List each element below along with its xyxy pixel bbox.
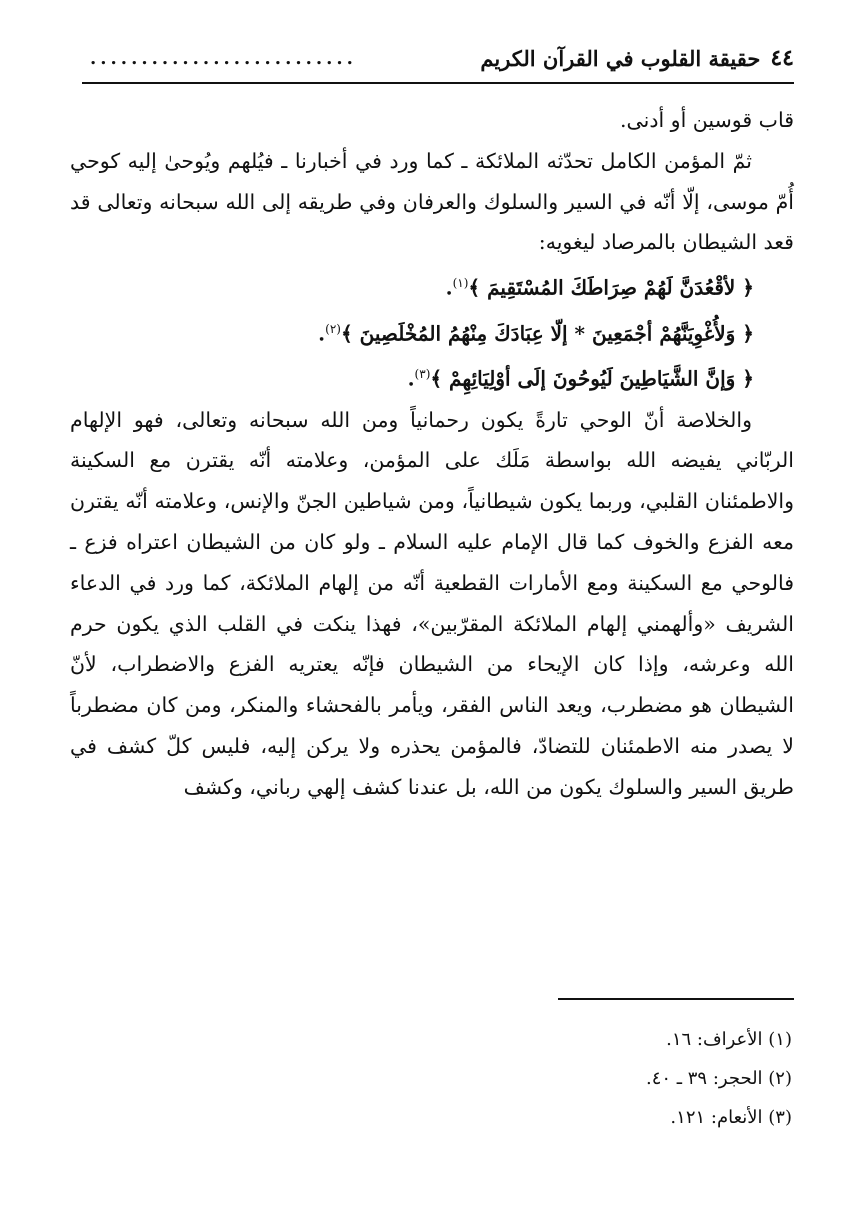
verse-1-text: ﴿ لأقْعُدَنَّ لَهُمْ صِرَاطَكَ المُسْتَقِيمَ ﴾ — [468, 275, 754, 300]
footnote-rule — [558, 998, 794, 1000]
footnote-2: (٢) الحجر: ٣٩ ـ ٤٠. — [645, 1068, 792, 1089]
running-header — [82, 38, 794, 78]
header-rule — [82, 82, 794, 84]
header-dot-leader: .......................... — [90, 47, 357, 69]
page-number: ٤٤ — [770, 45, 794, 71]
footnote-3: (٣) الأنعام: ١٢١. — [670, 1107, 792, 1128]
verse-3-text: ﴿ وَإنَّ الشَّيَاطِينَ لَيُوحُونَ إلَى أوْلِيَائِهِمْ ﴾ — [430, 366, 754, 391]
running-title: حقيقة القلوب في القرآن الكريم — [480, 45, 761, 71]
footnotes — [646, 1020, 792, 1137]
quran-verse-2: ﴿ وَلأُغْوِيَنَّهُمْ أجْمَعِينَ * إلّا عِبَادَكَ مِنْهُمُ المُخْلَصِينَ ﴾$^{(٢)}$. — [318, 321, 754, 346]
main-text — [70, 100, 794, 808]
quran-verse-1: ﴿ لأقْعُدَنَّ لَهُمْ صِرَاطَكَ المُسْتَقِيمَ ﴾$^{(١)}$. — [445, 275, 754, 300]
quran-verse-3: ﴿ وَإنَّ الشَّيَاطِينَ لَيُوحُونَ إلَى أوْلِيَائِهِمْ ﴾$^{(٣)}$. — [407, 366, 754, 391]
footnote-1: (١) الأعراف: ١٦. — [666, 1029, 792, 1050]
footnote-ref-3: (٣) — [414, 367, 431, 382]
paragraph-3: والخلاصة أنّ الوحي تارةً يكون رحمانياً ومن الله سبحانه وتعالى، فهو الإلهام الربّاني يفيضه الله بواسطة مَلَك على المؤمن، وعلامته أنّه يقترن مع السكينة والاطمئنان القلبي، وربما يكون شيطانياً، ومن شياطين الجنّ والإنس، وعلامته أنّه يقترن معه الفزع والخوف كما قال الإمام عليه السلام ـ ولو كان من الشيطان اعتراه فزع ـ فالوحي مع السكينة ومع الأمارات القطعية أنّه من إلهام الملائكة، كما ورد في الدعاء الشريف «وألهمني إلهام الملائكة المقرّبين»، فهذا ينكت في القلب الذي يكون حرم الله وعرشه، وإذا كان الإيحاء من الشيطان فإنّه يعتريه الفزع والاضطراب، لأنّ الشيطان هو مضطرب، ويعد الناس الفقر، ويأمر بالفحشاء والمنكر، ومن كان مضطرباً لا يصدر منه الاطمئنان للتضادّ، فالمؤمن يحذره ولا يركن إليه، فليس كلّ كشف في طريق السير والسلوك يكون من الله، بل عندنا كشف إلهي رباني، وكشف — [70, 407, 794, 799]
verse-2-text: ﴿ وَلأُغْوِيَنَّهُمْ أجْمَعِينَ * إلّا عِبَادَكَ مِنْهُمُ المُخْلَصِينَ ﴾ — [340, 321, 754, 346]
footnote-ref-2: (٢) — [325, 321, 341, 336]
footnote-ref-1: (١) — [452, 276, 469, 291]
paragraph-2: ثمّ المؤمن الكامل تحدّثه الملائكة ـ كما ورد في أخبارنا ـ فيُلهم ويُوحىٰ إليه كوحي أُمّ موسى، إلّا أنّه في السير والسلوك والعرفان وفي طريقه إلى الله سبحانه وتعالى قد قعد الشيطان بالمرصاد ليغويه: — [70, 148, 794, 255]
paragraph-1: قاب قوسين أو أدنى. — [620, 108, 794, 132]
